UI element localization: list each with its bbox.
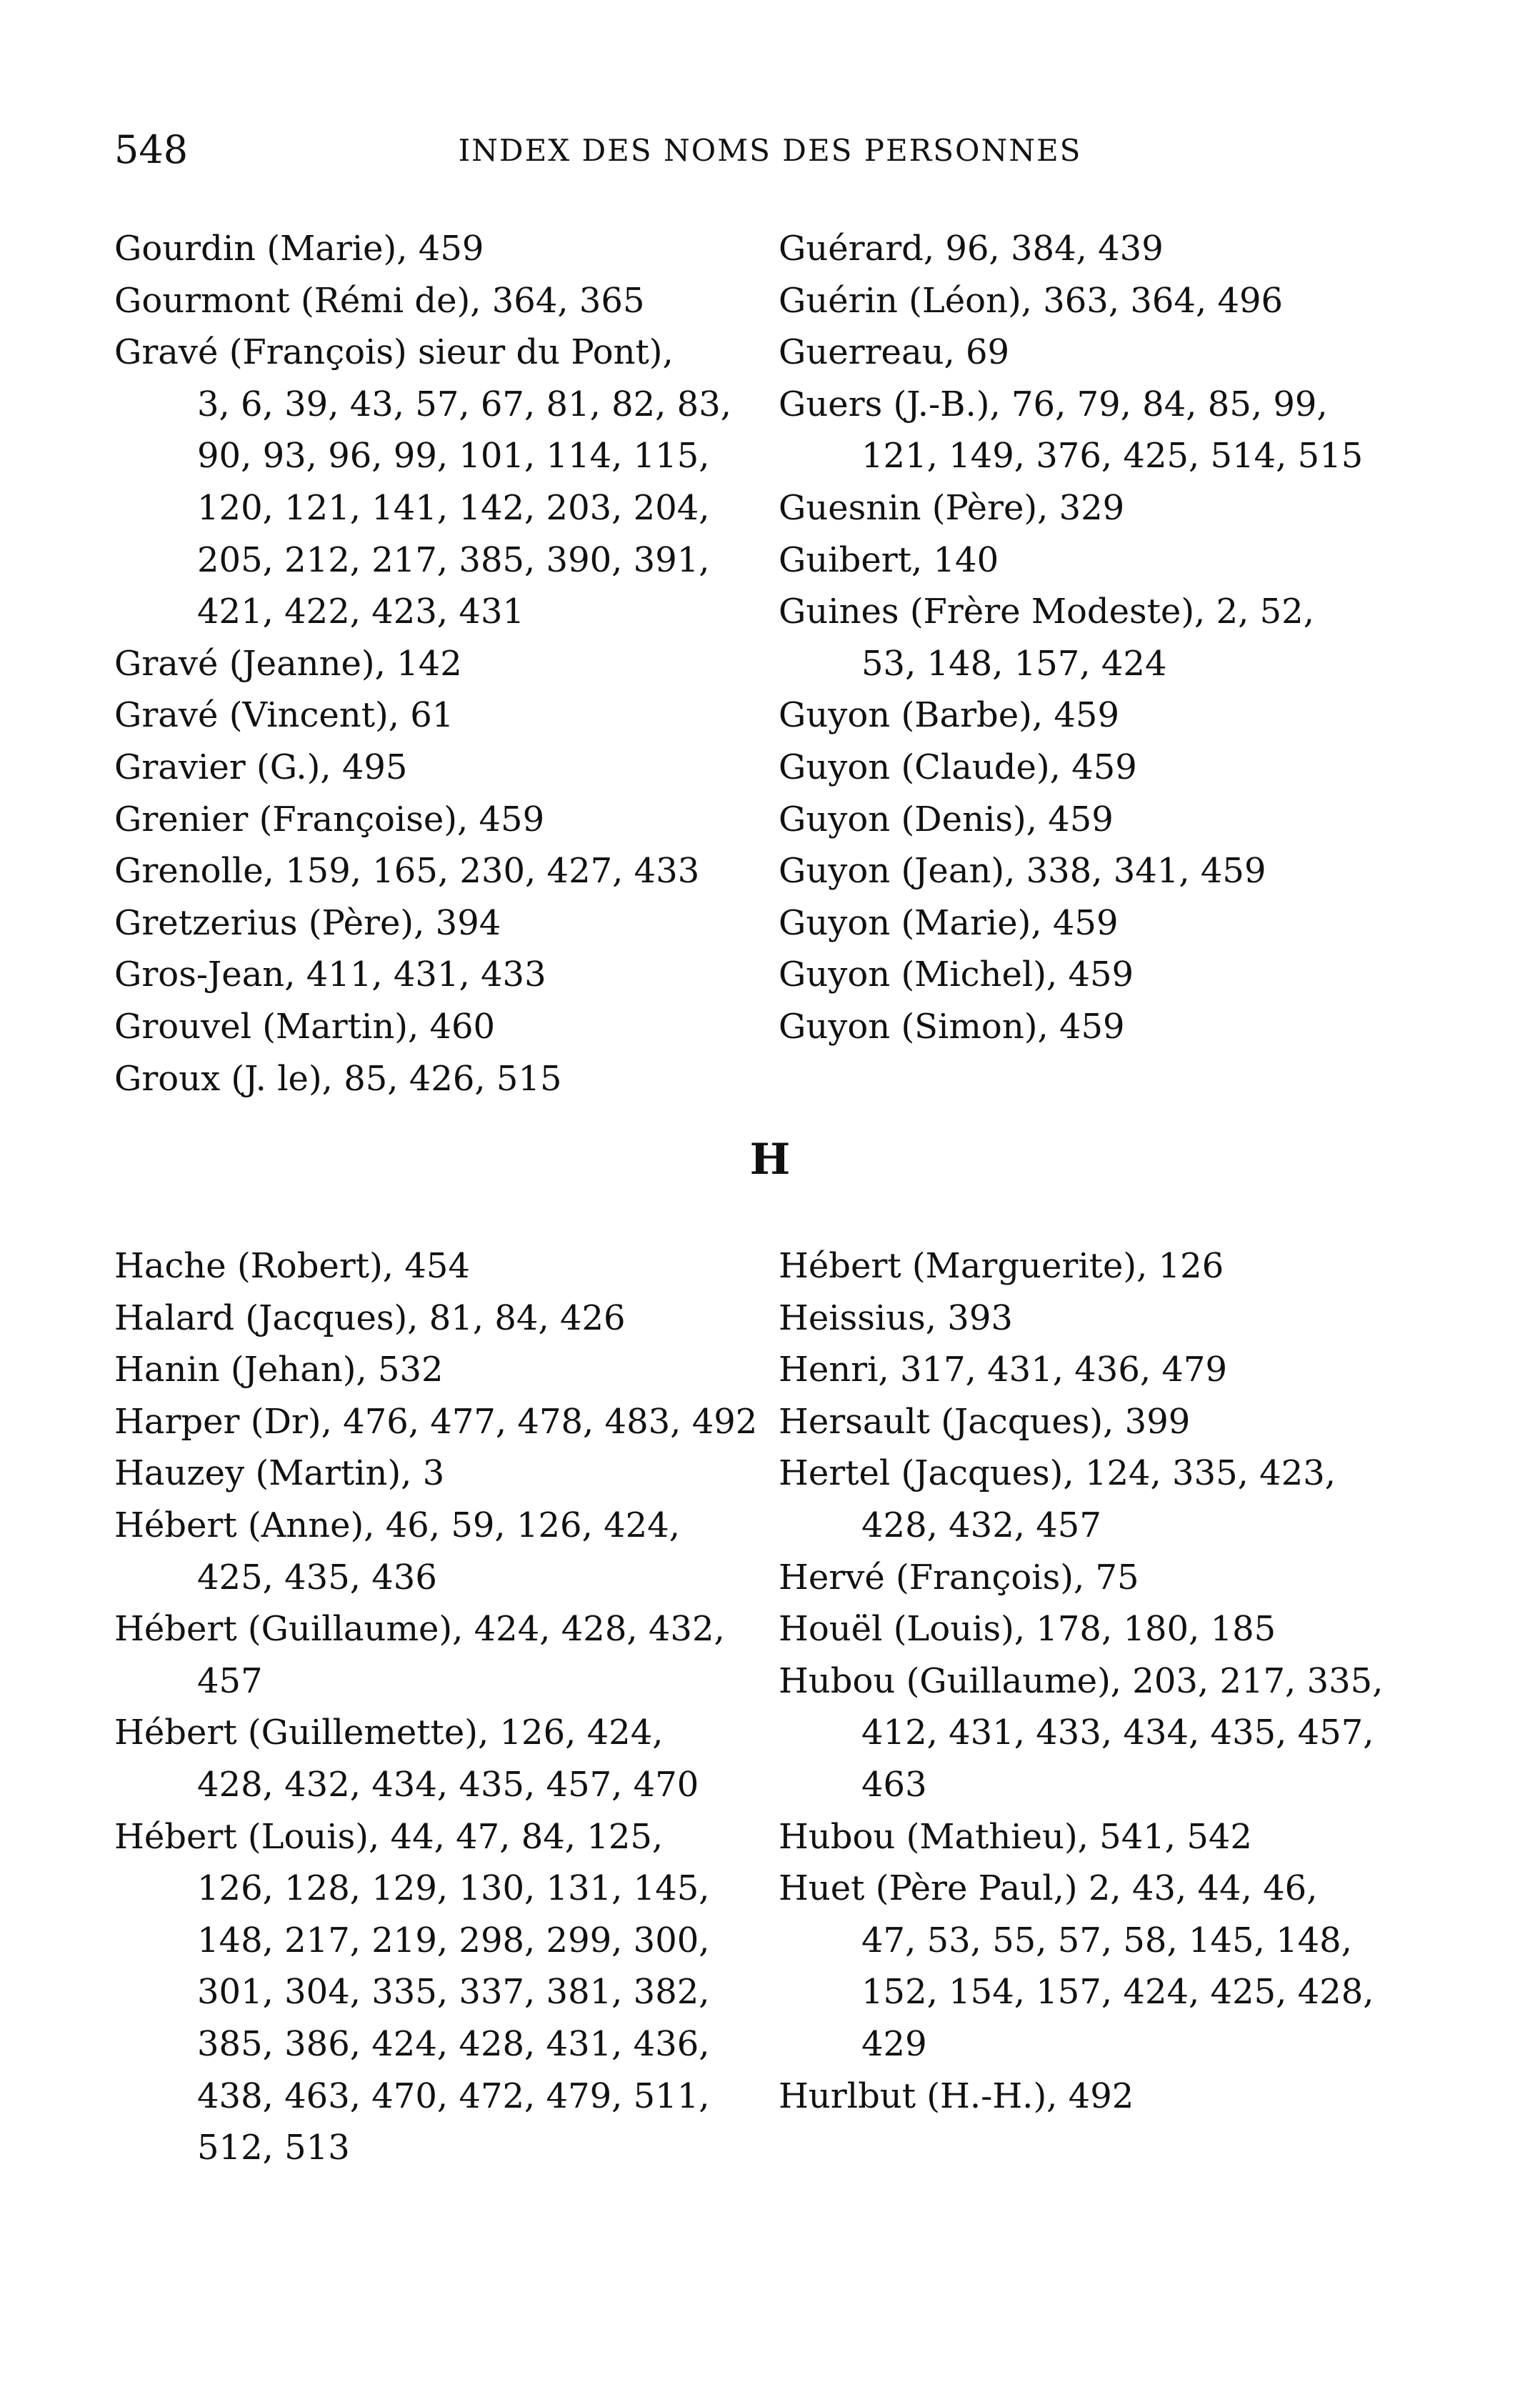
index-entry: Guyon (Simon), 459: [779, 1006, 1125, 1047]
index-entry: Grenier (Françoise), 459: [114, 799, 545, 839]
index-entry: Guers (J.-B.), 76, 79, 84, 85, 99,: [779, 384, 1328, 424]
index-entry-continuation: 512, 513: [197, 2128, 350, 2168]
index-entry-continuation: 429: [861, 2023, 927, 2064]
index-entry: Hache (Robert), 454: [114, 1246, 470, 1286]
index-entry-continuation: 438, 463, 470, 472, 479, 511,: [197, 2075, 710, 2116]
running-title: INDEX DES NOMS DES PERSONNES: [458, 133, 1082, 168]
index-entry-continuation: 421, 422, 423, 431: [197, 592, 525, 632]
index-entry: Guines (Frère Modeste), 2, 52,: [779, 592, 1314, 632]
index-entry: Halard (Jacques), 81, 84, 426: [114, 1297, 626, 1338]
index-entry: Guerreau, 69: [779, 332, 1010, 373]
index-entry: Grouvel (Martin), 460: [114, 1006, 496, 1047]
index-entry-continuation: 90, 93, 96, 99, 101, 114, 115,: [197, 436, 710, 477]
index-entry-continuation: 457: [197, 1660, 263, 1701]
index-entry: Gravé (Jeanne), 142: [114, 643, 462, 684]
index-column-g-right: [779, 223, 1429, 1053]
index-entry-continuation: 428, 432, 434, 435, 457, 470: [197, 1764, 699, 1805]
page-header: [0, 127, 1540, 177]
index-entry-continuation: 428, 432, 457: [861, 1505, 1101, 1545]
section-letter-heading: H: [749, 1135, 791, 1185]
index-entry: Grenolle, 159, 165, 230, 427, 433: [114, 851, 700, 892]
index-entry: Hersault (Jacques), 399: [779, 1401, 1191, 1442]
index-entry: Hertel (Jacques), 124, 335, 423,: [779, 1453, 1336, 1494]
index-entry-continuation: 126, 128, 129, 130, 131, 145,: [197, 1868, 710, 1909]
index-entry: Guyon (Denis), 459: [779, 799, 1114, 839]
index-entry: Hurlbut (H.-H.), 492: [779, 2075, 1134, 2116]
index-entry: Gravé (François) sieur du Pont),: [114, 332, 674, 373]
index-entry: Hubou (Mathieu), 541, 542: [779, 1816, 1252, 1857]
index-entry: Hervé (François), 75: [779, 1557, 1139, 1598]
index-entry: Harper (Dr), 476, 477, 478, 483, 492: [114, 1401, 758, 1442]
index-entry: Guyon (Michel), 459: [779, 955, 1134, 995]
index-entry: Groux (J. le), 85, 426, 515: [114, 1058, 562, 1099]
index-entry: Hébert (Marguerite), 126: [779, 1246, 1224, 1286]
index-column-h-left: [114, 1240, 764, 2174]
index-entry-continuation: 152, 154, 157, 424, 425, 428,: [861, 1972, 1374, 2013]
index-entry: Gravier (G.), 495: [114, 747, 408, 787]
index-entry: Gros-Jean, 411, 431, 433: [114, 955, 546, 995]
index-entry-continuation: 463: [861, 1764, 927, 1805]
index-entry: Guyon (Jean), 338, 341, 459: [779, 851, 1266, 892]
index-entry: Heissius, 393: [779, 1297, 1013, 1338]
index-entry-continuation: 47, 53, 55, 57, 58, 145, 148,: [861, 1920, 1352, 1960]
index-entry: Gretzerius (Père), 394: [114, 902, 501, 943]
index-entry: Guérin (Léon), 363, 364, 496: [779, 280, 1284, 321]
index-entry-continuation: 148, 217, 219, 298, 299, 300,: [197, 1920, 710, 1960]
index-entry-continuation: 53, 148, 157, 424: [861, 643, 1167, 684]
index-entry: Gravé (Vincent), 61: [114, 695, 454, 736]
index-entry: Guibert, 140: [779, 539, 999, 580]
index-entry: Hanin (Jehan), 532: [114, 1350, 444, 1390]
index-entry: Guérard, 96, 384, 439: [779, 229, 1164, 269]
index-entry-continuation: 120, 121, 141, 142, 203, 204,: [197, 487, 710, 528]
index-entry: Huet (Père Paul,) 2, 43, 44, 46,: [779, 1868, 1318, 1909]
index-entry: Hébert (Louis), 44, 47, 84, 125,: [114, 1816, 664, 1857]
index-entry: Houël (Louis), 178, 180, 185: [779, 1609, 1276, 1650]
page-number: 548: [114, 127, 189, 172]
index-entry: Hébert (Guillaume), 424, 428, 432,: [114, 1609, 725, 1650]
index-entry: Hauzey (Martin), 3: [114, 1453, 445, 1494]
index-entry-continuation: 425, 435, 436: [197, 1557, 437, 1598]
index-entry: Hébert (Anne), 46, 59, 126, 424,: [114, 1505, 680, 1545]
index-entry-continuation: 385, 386, 424, 428, 431, 436,: [197, 2023, 710, 2064]
index-entry-continuation: 121, 149, 376, 425, 514, 515: [861, 436, 1364, 477]
index-column-h-right: [779, 1240, 1429, 2122]
index-entry: Guyon (Barbe), 459: [779, 695, 1119, 736]
index-entry: Guyon (Marie), 459: [779, 902, 1119, 943]
index-entry: Hébert (Guillemette), 126, 424,: [114, 1713, 664, 1753]
index-entry-continuation: 412, 431, 433, 434, 435, 457,: [861, 1713, 1374, 1753]
index-entry-continuation: 3, 6, 39, 43, 57, 67, 81, 82, 83,: [197, 384, 732, 424]
index-entry: Henri, 317, 431, 436, 479: [779, 1350, 1228, 1390]
index-entry: Guesnin (Père), 329: [779, 487, 1125, 528]
index-entry: Guyon (Claude), 459: [779, 747, 1137, 787]
index-entry: Gourmont (Rémi de), 364, 365: [114, 280, 645, 321]
index-entry-continuation: 205, 212, 217, 385, 390, 391,: [197, 539, 710, 580]
index-column-g-left: [114, 223, 764, 1105]
index-entry-continuation: 301, 304, 335, 337, 381, 382,: [197, 1972, 710, 2013]
index-entry: Gourdin (Marie), 459: [114, 229, 484, 269]
index-entry: Hubou (Guillaume), 203, 217, 335,: [779, 1660, 1384, 1701]
